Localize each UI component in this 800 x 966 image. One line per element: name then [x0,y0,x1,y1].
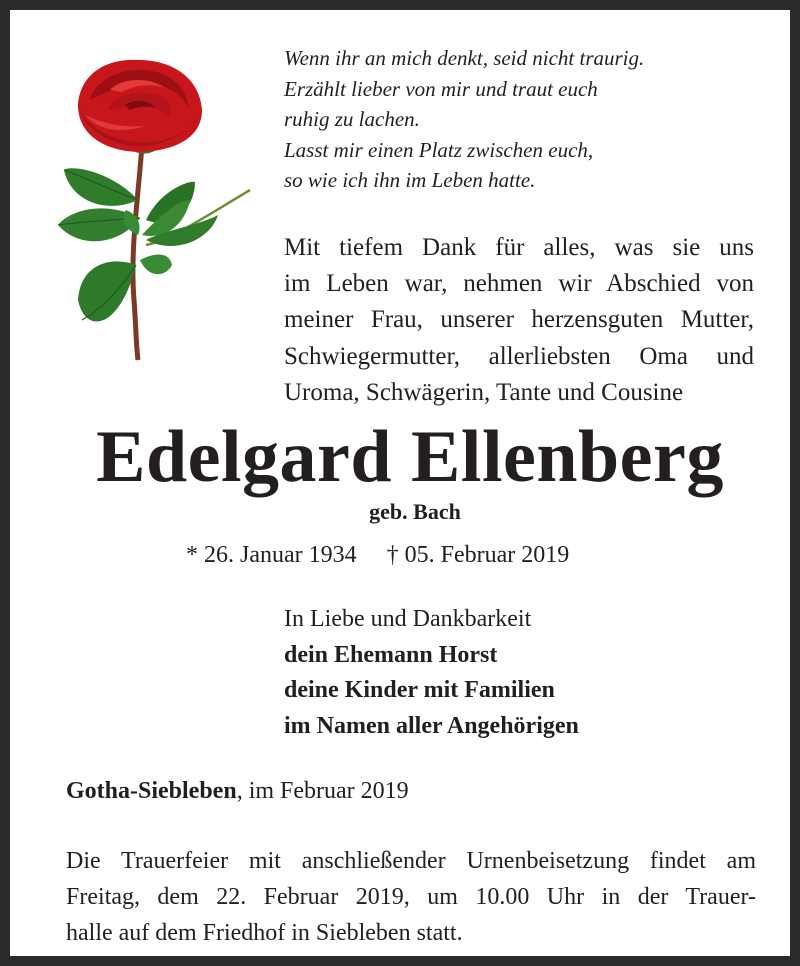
death-date: † 05. Februar 2019 [386,542,570,568]
mourner-name: im Namen aller Angehörigen [284,712,579,739]
date-text: , im Februar 2019 [236,778,409,804]
dedication-line: Schwiegermutter, allerliebsten Oma und [284,342,754,370]
red-rose-image [50,50,260,365]
birth-date: * 26. Januar 1934 [186,542,357,568]
poem-line: ruhig zu lachen. [284,107,420,131]
dedication-line: Mit tiefem Dank für alles, was sie uns [284,234,754,261]
poem-line: so wie ich ihn im Leben hatte. [284,168,536,192]
mourner-name: deine Kinder mit Familien [284,677,555,703]
dedication-line: Uroma, Schwägerin, Tante und Cousine [284,378,684,406]
place-and-date [66,774,409,808]
birth-name: geb. Bach [369,499,461,524]
poem-line: Erzählt lieber von mir und traut euch [284,76,598,101]
mourners-intro: In Liebe und Dankbarkeit [284,606,532,632]
life-dates [186,538,569,572]
mourners [284,602,579,744]
dedication-text [284,230,754,411]
poem-line: Wenn ihr an mich denkt, seid nicht traurig. [284,46,645,70]
funeral-service-notice [66,843,756,951]
service-line: Die Trauerfeier mit anschließender Urnenbeisetzung findet am [66,848,756,874]
service-line: Freitag, dem 22. Februar 2019, um 10.00 Uhr in der Trauer- [66,884,756,910]
dedication-line: im Leben war, nehmen wir Abschied von [284,270,754,298]
deceased-name: Edelgard Ellenberg [96,416,724,498]
dedication-line: meiner Frau, unserer herzensguten Mutter, [284,306,754,334]
mourner-name: dein Ehemann Horst [284,641,498,668]
place-name: Gotha-Siebleben [66,778,237,804]
poem-line: Lasst mir einen Platz zwischen euch, [284,137,594,162]
service-line: halle auf dem Friedhof in Siebleben statt. [66,920,463,946]
poem [284,43,764,196]
